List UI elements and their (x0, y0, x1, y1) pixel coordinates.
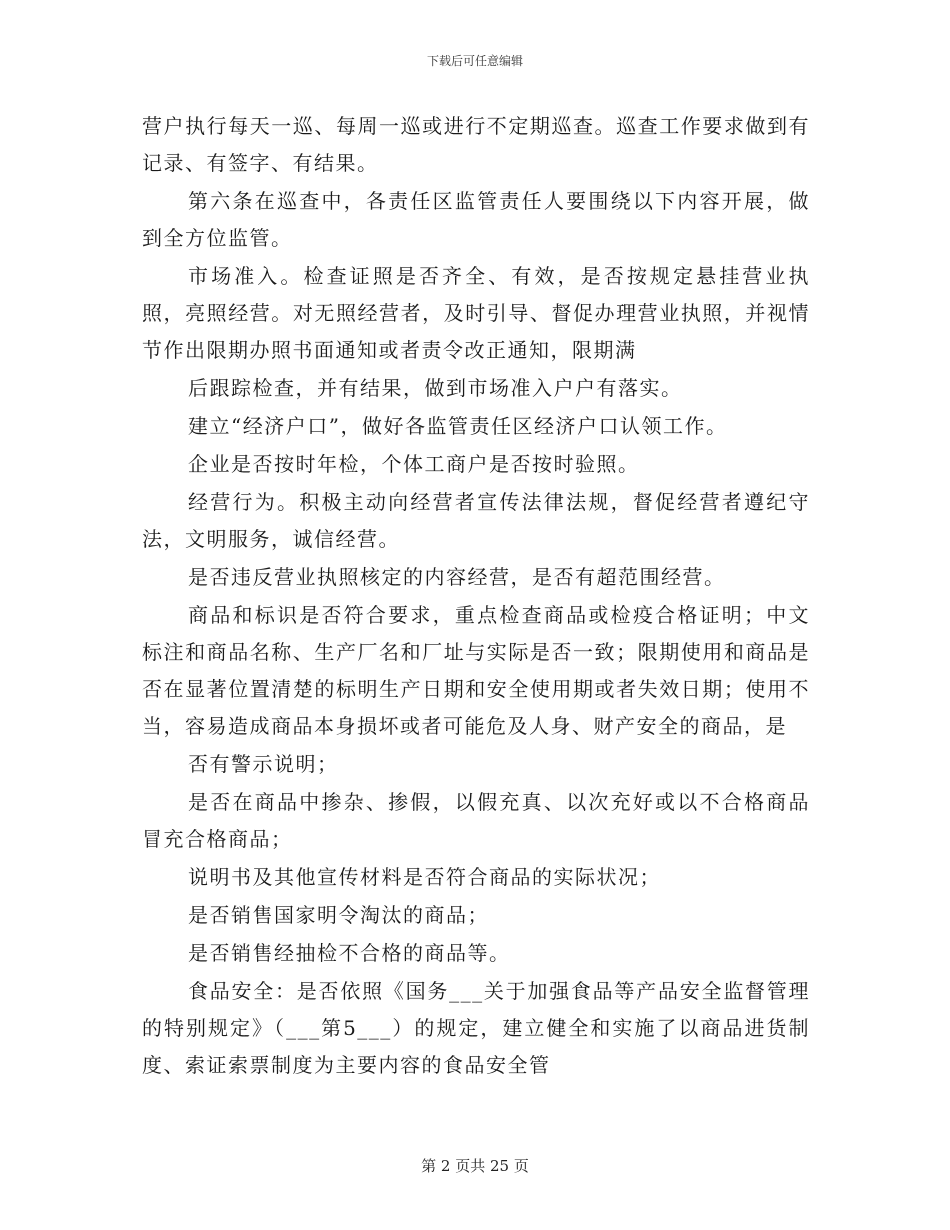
paragraph: 建立“经济户口”，做好各监管责任区经济户口认领工作。 (188, 414, 728, 438)
paragraph: 商品和标识是否符合要求，重点检查商品或检疫合格证明；中文标注和商品名称、生产厂名和厂址与实际是否一致；限期使用和商品是否在显著位置清楚的标明生产日期和安全使用期或者失效日期；使用不当，容易造成商品本身损坏或者可能危及人身、财产安全的商品，是 (142, 603, 810, 738)
page-header: 下载后可任意编辑 (426, 54, 523, 68)
paragraph: 营户执行每天一巡、每周一巡或进行不定期巡查。巡查工作要求做到有记录、有签字、有结果。 (142, 114, 810, 175)
paragraph: 经营行为。积极主动向经营者宣传法律法规，督促经营者遵纪守法，文明服务，诚信经营。 (142, 490, 810, 551)
page-number: 第 2 页共 25 页 (421, 1157, 529, 1175)
paragraph: 后跟踪检查，并有结果，做到市场准入户户有落实。 (188, 376, 683, 400)
paragraph: 是否销售经抽检不合格的商品等。 (188, 941, 511, 965)
paragraph: 第六条在巡查中，各责任区监管责任人要围绕以下内容开展，做到全方位监管。 (142, 189, 810, 250)
paragraph: 是否在商品中掺杂、掺假，以假充真、以次充好或以不合格商品冒充合格商品； (142, 790, 810, 851)
paragraph: 否有警示说明； (188, 752, 339, 776)
paragraph: 是否违反营业执照核定的内容经营，是否有超范围经营。 (188, 565, 726, 589)
paragraph: 说明书及其他宣传材料是否符合商品的实际状况； (188, 865, 661, 889)
paragraph: 食品安全：是否依照《国务___关于加强食品等产品安全监督管理的特别规定》（___第5___）的规定，建立健全和实施了以商品进货制度、索证索票制度为主要内容的食品安全管 (142, 979, 810, 1077)
paragraph: 市场准入。检查证照是否齐全、有效，是否按规定悬挂营业执照，亮照经营。对无照经营者，及时引导、督促办理营业执照，并视情节作出限期办照书面通知或者责令改正通知，限期满 (142, 264, 810, 362)
paragraph: 是否销售国家明令淘汰的商品； (188, 903, 489, 927)
document-body (142, 108, 810, 1085)
paragraph: 企业是否按时年检，个体工商户是否按时验照。 (188, 452, 640, 476)
